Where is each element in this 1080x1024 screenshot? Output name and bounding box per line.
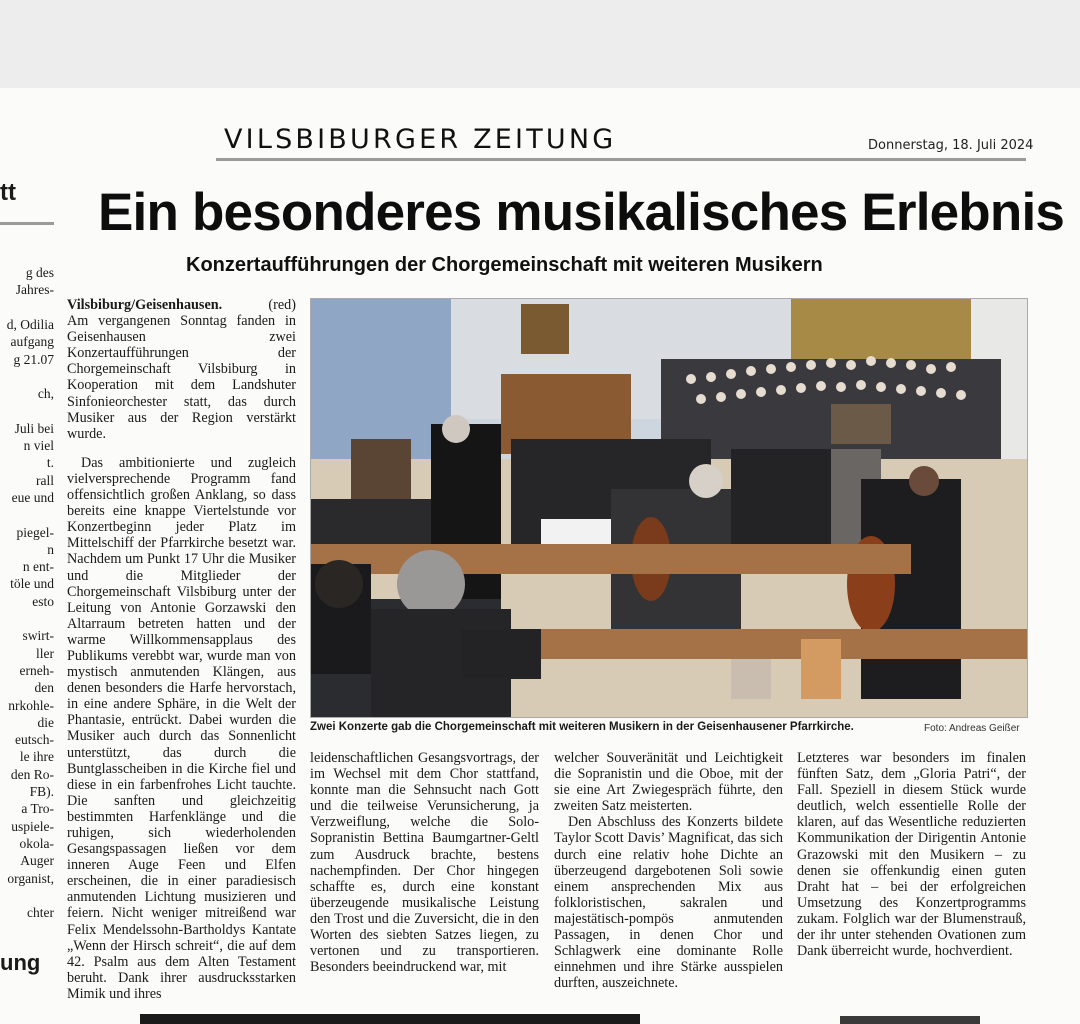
left-column-bottom-heading: ung (0, 950, 41, 975)
article-paragraph: welcher Souveränität und Leichtigkeit die Sopranistin und die Oboe, mit der sie eine Art Zwiegespräch führte, den zweiten Satz meisterten. (554, 750, 783, 815)
issue-date: Donnerstag, 18. Juli 2024 (868, 138, 1034, 153)
left-column-line: n (47, 541, 54, 557)
next-subhead-fragment (840, 1016, 980, 1024)
article-paragraph: Das ambitionierte und zugleich vielversprechende Programm fand offensichtlich großen Anklang, so dass bereits eine knappe Viertelstunde vor Konzertbeginn jeder Platz im Mittelschiff der Pfarrkirche besetzt war. Nachdem um Punkt 17 Uhr die Musiker und die Mitglieder der Chorgemeinschaft Vilsbiburg unter der Leitung von Antonie Gorzawski den Altarraum betreten hatten und der warme Willkommensapplaus des Publikums verebbt war, wurde man von mystisch anmutenden Klängen, aus denen besonders die Harfe hervorstach, in eine andere Sphäre, in die Welt der Phantasie, entrückt. Dabei wurden die Musiker auch durch das Sonnenlicht unterstützt, das durch die Buntglasscheiben in die Kirche fiel und diese in ein farbenfrohes Licht tauchte. Die sanften und gleichzeitig bestimmten Harfenklänge und die ruhigen, sich wiederholenden Gesangspassagen ließen vor dem inneren Auge Feen und Elfen erscheinen, die in einer paradiesisch anmutenden Lichtung musizieren und feiern. Nicht weniger mitreißend war Felix Mendelssohn-Bartholdys Kantate „Wenn der Hirsch schreit“, die auf dem 42. Psalm aus dem Alten Testament beruht. Dank ihrer ausdrucksstarken Mimik und ihres (67, 454, 296, 1002)
left-column-fragment (0, 170, 54, 1000)
left-column-rule (0, 222, 54, 225)
left-column-line: töle und (10, 576, 54, 592)
newspaper-masthead: VILSBIBURGER ZEITUNG (224, 124, 617, 155)
article-paragraph: leidenschaftlichen Gesangsvortrags, der im Wechsel mit dem Chor stattfand, konnte man die Sehnsucht nach Gott und die teilweise Verunsicherung, ja Verzweiflung, welche die Solo-Sopranistin Bettina Baumgartner-Geltl zum Ausdruck brachte, bestens nachempfinden. Der Chor hingegen schaffte es, durch eine konstant überzeugende musikalische Leistung den Trost und die Zuversicht, die in den Worten des siebten Satzes liegen, zu vertonen und zu transportieren. Besonders beeindruckend war, mit (310, 750, 539, 976)
left-column-line: nrkohle- (8, 697, 54, 713)
viewer-top-bar (0, 0, 1080, 88)
left-column-line: FB). (29, 784, 54, 799)
photo-caption: Zwei Konzerte gab die Chorgemeinschaft mit weiteren Musikern in der Geisenhausener Pfarrkirche. (310, 721, 854, 733)
article-paragraph (67, 297, 296, 313)
left-column-line: n ent- (22, 559, 54, 575)
author-tag: (red) (268, 297, 296, 313)
left-column-line: ller (36, 645, 54, 661)
article-column-1 (67, 297, 296, 1002)
left-column-line: Auger (20, 853, 54, 869)
left-column-line: piegel- (16, 524, 54, 540)
left-column-line: uspiele- (11, 818, 54, 834)
left-column-line: chter (27, 905, 54, 921)
photo-credit: Foto: Andreas Geißer (924, 723, 1020, 734)
article-paragraph: Am vergangenen Sonntag fanden in Geisenhausen zwei Konzertaufführungen der Chorgemeinschaft Vilsbiburg in Kooperation mit dem Landshuter Sinfonieorchester statt, das durch Musiker aus der Region verstärkt wurde. (67, 313, 296, 442)
left-column-line: swirt- (22, 628, 54, 644)
concert-photo (310, 298, 1028, 718)
left-column-line: aufgang (10, 334, 54, 350)
left-column-line: n viel (23, 438, 54, 453)
masthead-rule (216, 158, 1026, 161)
article-paragraph: Letzteres war besonders im finalen fünften Satz, dem „Gloria Patri“, der Fall. Speziell in diesem Stück wurde deutlich, welch essentielle Rolle der klaren, auf das Wesentliche reduzierten Kommunikation der Dirigentin Antonie Grazowski mit den Musikern – zu denen sie offenkundig einen guten Draht hat – bei der erfolgreichen Umsetzung des Konzertprogramms zukam. Folglich war der Blumenstrauß, der ihr unter stehenden Ovationen zum Dank überreicht wurde, hochverdient. (797, 750, 1026, 960)
left-column-title: tt (0, 179, 16, 206)
next-article-cutoff (0, 1014, 1080, 1024)
left-column-line: g 21.07 (13, 351, 54, 367)
left-column-line: organist, (7, 870, 54, 886)
left-column-line: die (37, 714, 54, 730)
left-column-line: rall (36, 472, 54, 488)
left-column-line: okola- (19, 835, 54, 851)
left-column-line: t. (46, 455, 54, 471)
left-column-line: le ihre (19, 749, 54, 765)
article-column-3 (554, 750, 783, 991)
left-column-line: esto (32, 593, 54, 609)
left-column-line: Juli bei (14, 420, 54, 436)
article-dateline: Vilsbiburg/Geisenhausen. (67, 297, 223, 313)
article-headline: Ein besonderes musikalisches Erlebnis (98, 183, 1065, 242)
left-column-line: g des (25, 265, 54, 280)
left-column-line: Jahres- (15, 282, 54, 298)
left-column-line: eue und (11, 489, 54, 505)
article-column-2 (310, 750, 539, 975)
left-column-line: a Tro- (21, 801, 54, 817)
left-column-line: d, Odilia (6, 316, 54, 332)
left-column-line: den Ro- (10, 766, 54, 782)
left-column-line: erneh- (19, 662, 54, 678)
left-column-line: eutsch- (15, 732, 54, 748)
next-headline-fragment (140, 1014, 640, 1024)
left-column-line: ch, (37, 386, 54, 402)
article-subheadline: Konzertaufführungen der Chorgemeinschaft mit weiteren Musikern (186, 254, 823, 276)
left-column-line: den (34, 680, 54, 696)
article-column-4 (797, 750, 1026, 959)
article-paragraph: Den Abschluss des Konzerts bildete Taylor Scott Davis’ Magnificat, das sich durch eine relativ hohe Dichte an überzeugend dargebotenen Soli sowie einem ansprechenden Mix aus folkloristischen, sakralen und majestätisch-pompös anmutenden Passagen, in denen Chor und Schlagwerk eine dominante Rolle einnehmen und ihre Stärke ausspielen durften, auszeichnete. (554, 814, 783, 992)
